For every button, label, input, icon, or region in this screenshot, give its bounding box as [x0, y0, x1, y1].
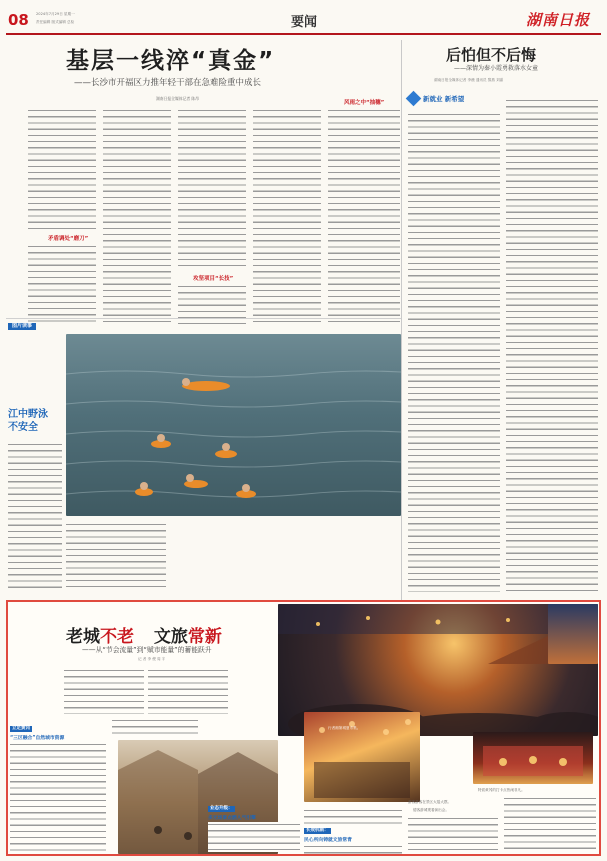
story-text-col2 [103, 108, 171, 324]
feature-title-part3: 文旅 [153, 627, 188, 647]
section-title: 要闻 [291, 15, 318, 30]
feature-intro [64, 668, 144, 714]
feature-title-part1: 老城 [66, 627, 100, 647]
story-text-col5 [328, 108, 400, 324]
photo-news-text [8, 442, 62, 592]
feature-subhead-1: “三区融合”自然城市资源 [10, 736, 65, 741]
photo-news-headline: 江中野泳 不安全 [8, 409, 48, 433]
photo-news [6, 318, 401, 598]
market-art [304, 712, 420, 802]
feature-col6 [408, 816, 498, 854]
market-photo [304, 712, 420, 802]
photo-news-label: 图片读事 [8, 323, 36, 330]
page-number: 08 [8, 11, 29, 29]
side-text-col2 [506, 98, 598, 592]
feature-col5 [304, 844, 402, 854]
editor-credits: 责任编辑 版式编辑 总检 [36, 20, 75, 24]
story-text-col3 [178, 108, 246, 268]
story-text-col4 [253, 108, 321, 324]
opera-photo [473, 732, 593, 784]
column-divider [401, 40, 402, 600]
top-story-subtitle: ——长沙市开福区力推年轻干部在急难险重中成长 [74, 78, 262, 88]
feature-col4 [304, 808, 402, 824]
badge-icon [406, 90, 422, 106]
side-story-byline: 湖南日报全媒体记者 李薇 通讯员 黎燕 刘嘉 [434, 78, 504, 82]
caption-show: 德客游城观看演出会。 [413, 808, 449, 812]
feature-subhead-3: 民心所向铸就文旅常青 [304, 838, 352, 843]
side-text-col1 [408, 112, 500, 592]
photo-news-extra [66, 522, 166, 592]
column-badge-label: 新就业 新希望 [423, 94, 465, 103]
feature-title-part4: 常新 [187, 627, 222, 647]
header-rule [6, 33, 601, 35]
top-story-byline: 湖南日报全媒体记者 陈昂 [156, 96, 199, 101]
top-story [6, 38, 406, 318]
feature-subtitle: ——从“节会流量”到“赋市能量”的蓄能跃升 [82, 646, 212, 654]
feature-col3 [208, 822, 300, 852]
feature-col1 [10, 742, 106, 852]
subhead-storm: 风雨之中“抽穗” [344, 100, 385, 106]
side-story-subtitle: ——深情为秦小霞勇救落水女童 [454, 65, 539, 72]
column-badge [408, 90, 478, 106]
top-story-title: 基层一线淬“真金” [66, 48, 276, 74]
feature-subhead-2-label: 业态升级： [210, 806, 233, 811]
feature-intro-2 [148, 668, 228, 714]
feature-subhead-2: 多元场景点燃人气引擎 [208, 816, 256, 821]
side-story-title: 后怕但不后悔 [446, 46, 537, 64]
feature-col2 [112, 718, 198, 738]
dateline: 2024年7月29日 星期一 [36, 12, 75, 16]
side-story [406, 38, 601, 598]
story-text-col1 [28, 108, 96, 230]
subhead-mediation: 矛盾调处“磨刀” [48, 236, 89, 242]
swimming-photo [66, 334, 401, 516]
feature-subhead-3-label: 长效机制： [306, 828, 329, 833]
masthead-logo: 湖南日报 [526, 11, 591, 29]
tower-photo [548, 604, 598, 664]
caption-market: 行者湘第城夏市集。 [328, 726, 361, 730]
swimming-photo-art [66, 334, 401, 516]
page-header [6, 5, 601, 39]
caption-tourists: 游客游客在景区大摇大摆。 [408, 800, 452, 804]
feature-byline: 记 者 李 俊 周 宇 [138, 657, 166, 661]
feature-title-part2: 不老 [100, 627, 134, 647]
subhead-projects: 攻坚项目“长技” [193, 276, 234, 282]
opera-art [473, 732, 593, 784]
story-text-col1b [28, 244, 96, 324]
feature-subhead-1-label: 立足黄冈 [12, 726, 30, 731]
feature-col7 [504, 796, 596, 854]
feature-block [6, 600, 601, 856]
caption-crowd: 特质黄冈的打卡点热闹非凡。 [478, 788, 525, 792]
